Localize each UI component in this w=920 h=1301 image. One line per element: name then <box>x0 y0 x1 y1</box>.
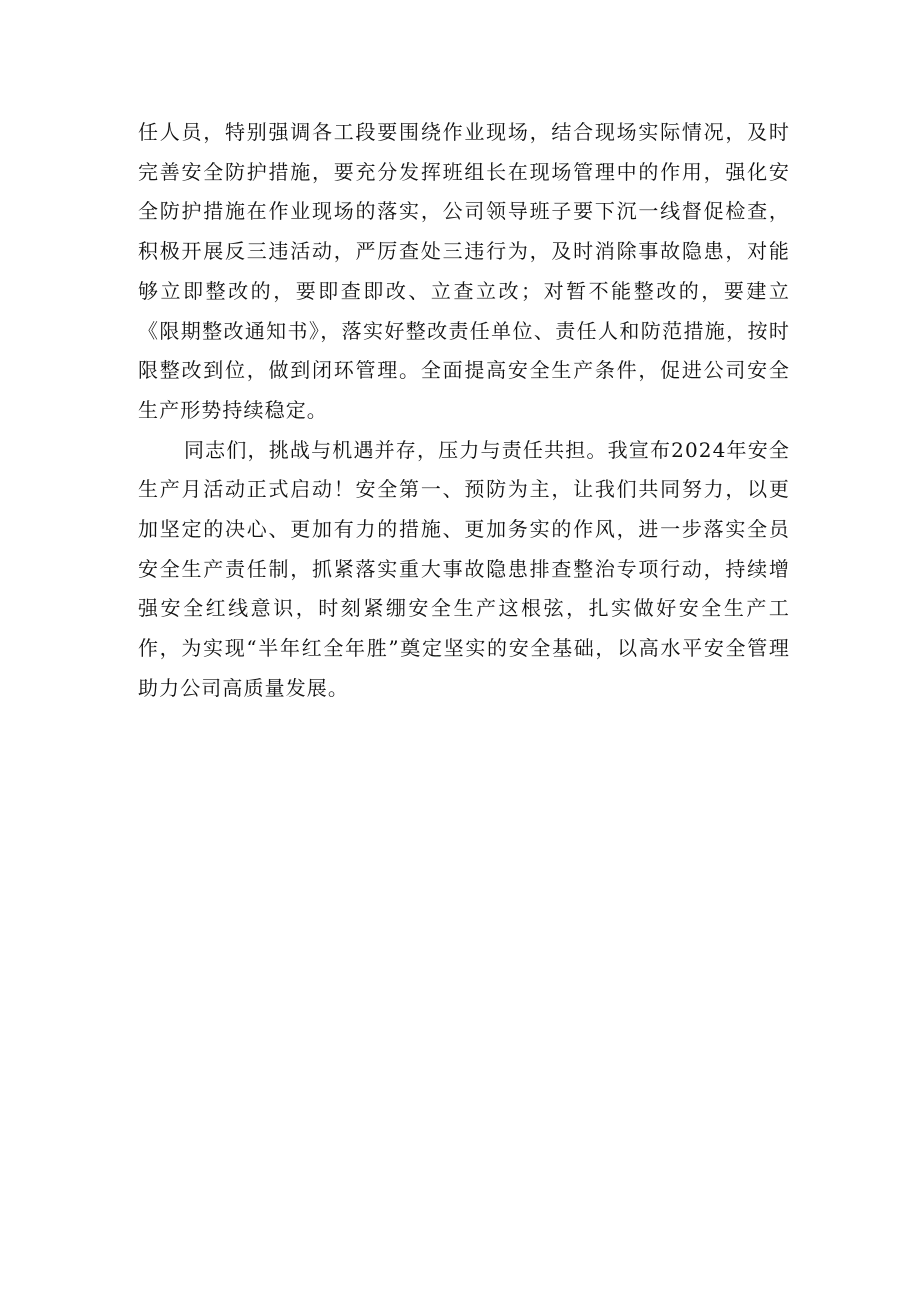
paragraph-closing: 同志们，挑战与机遇并存，压力与责任共担。我宣布2024年安全生产月活动正式启动！安全第一、预防为主，让我们共同努力，以更加坚定的决心、更加有力的措施、更加务实的作风，进一步落实全员安全生产责任制，抓紧落实重大事故隐患排查整治专项行动，持续增强安全红线意识，时刻紧绷安全生产这根弦，扎实做好安全生产工作，为实现“半年红全年胜”奠定坚实的安全基础，以高水平安全管理助力公司高质量发展。 <box>138 437 790 700</box>
document-body <box>138 113 790 709</box>
paragraph-continued: 任人员，特别强调各工段要围绕作业现场，结合现场实际情况，及时完善安全防护措施，要充分发挥班组长在现场管理中的作用，强化安全防护措施在作业现场的落实，公司领导班子要下沉一线督促检查，积极开展反三违活动，严厉查处三违行为，及时消除事故隐患，对能够立即整改的，要即查即改、立查立改；对暂不能整改的，要建立《限期整改通知书》，落实好整改责任单位、责任人和防范措施，按时限整改到位，做到闭环管理。全面提高安全生产条件，促进公司安全生产形势持续稳定。 <box>138 120 790 422</box>
